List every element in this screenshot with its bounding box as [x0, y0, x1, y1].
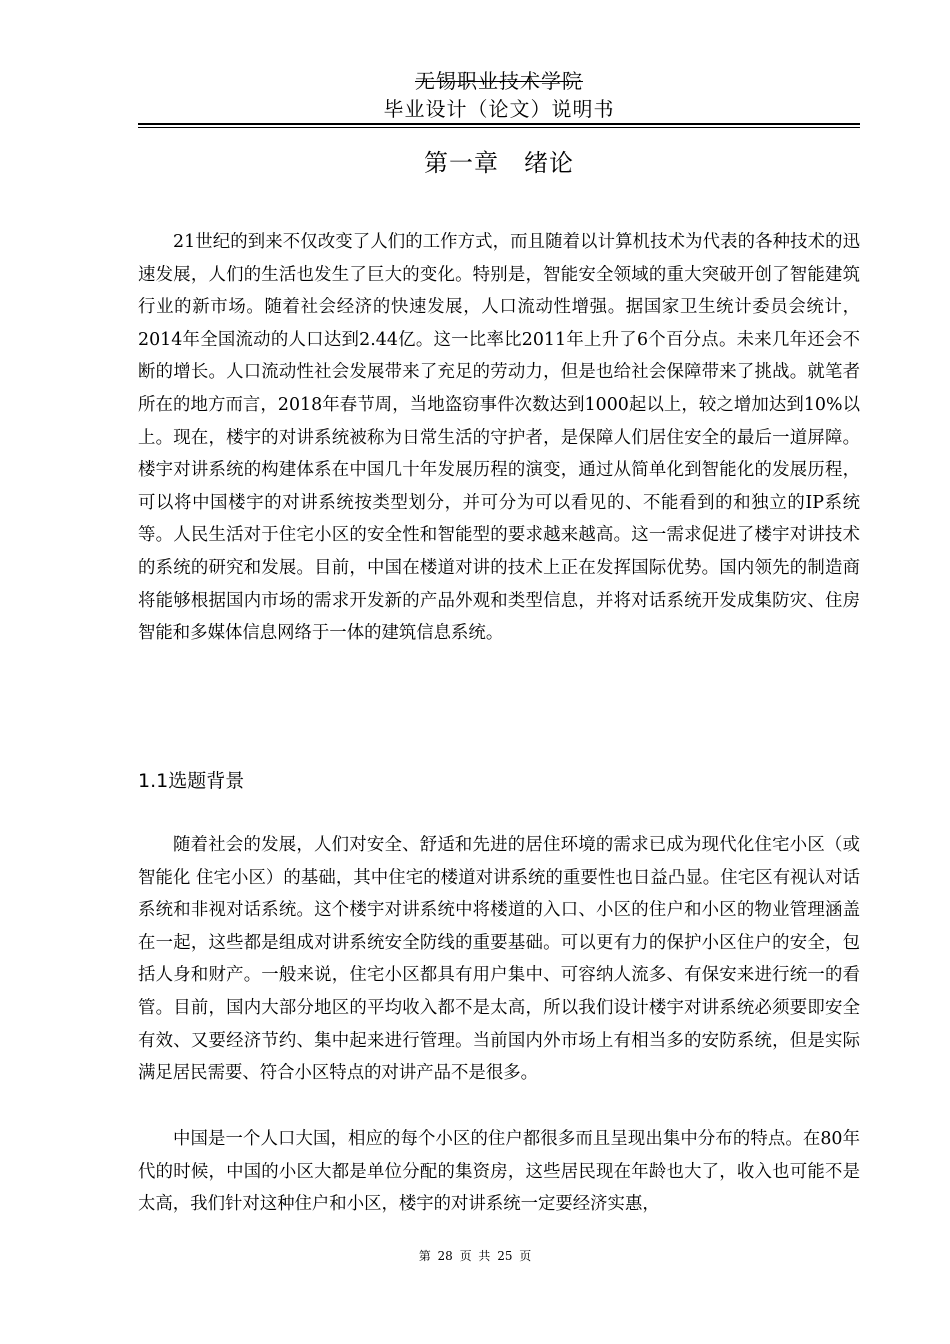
section-heading: 1.1选题背景: [138, 770, 245, 792]
section-paragraph-2: 中国是一个人口大国，相应的每个小区的住户都很多而且呈现出集中分布的特点。在80年代的时候，中国的小区大都是单位分配的集资房，这些居民现在年龄也大了，收入也可能不是太高，我们针对这种住户和小区，楼宇的对讲系统一定要经济实惠，: [138, 1129, 860, 1215]
page-footer: 第 28 页 共 25 页: [418, 1249, 532, 1263]
header-rule: [138, 123, 860, 125]
header-rule-thin: [138, 127, 860, 128]
chapter-title: 第一章 绪论: [424, 149, 574, 177]
page-header: [138, 66, 860, 122]
body-paragraph-1: 21世纪的到来不仅改变了人们的工作方式，而且随着以计算机技术为代表的各种技术的迅速发展，人们的生活也发生了巨大的变化。特别是，智能安全领域的重大突破开创了智能建筑行业的新市场。随着社会经济的快速发展，人口流动性增强。据国家卫生统计委员会统计，2014年全国流动的人口达到2.44亿。这一比率比2011年上升了6个百分点。未来几年还会不断的增长。人口流动性社会发展带来了充足的劳动力，但是也给社会保障带来了挑战。就笔者所在的地方而言，2018年春节周，当地盗窃事件次数达到1000起以上，较之增加达到10%以上。现在，楼宇的对讲系统被称为日常生活的守护者，是保障人们居住安全的最后一道屏障。楼宇对讲系统的构建体系在中国几十年发展历程的演变，通过从简单化到智能化的发展历程，可以将中国楼宇的对讲系统按类型划分，并可分为可以看见的、不能看到的和独立的IP系统等。人民生活对于住宅小区的安全性和智能型的要求越来越高。这一需求促进了楼宇对讲技术的系统的研究和发展。目前，中国在楼道对讲的技术上正在发挥国际优势。国内领先的制造商将能够根据国内市场的需求开发新的产品外观和类型信息，并将对话系统开发成集防灾、住房智能和多媒体信息网络于一体的建筑信息系统。: [138, 232, 860, 644]
section-paragraph-1: 随着社会的发展，人们对安全、舒适和先进的居住环境的需求已成为现代化住宅小区（或智能化 住宅小区）的基础，其中住宅的楼道对讲系统的重要性也日益凸显。住宅区有视认对话系统和非视对话系统。这个楼宇对讲系统中将楼道的入口、小区的住户和小区的物业管理涵盖在一起，这些都是组成对讲系统安全防线的重要基础。可以更有力的保护小区住户的安全，包括人身和财产。一般来说，住宅小区都具有用户集中、可容纳人流多、有保安来进行统一的看管。目前，国内大部分地区的平均收入都不是太高，所以我们设计楼宇对讲系统必须要即安全有效、又要经济节约、集中起来进行管理。当前国内外市场上有相当多的安防系统，但是实际满足居民需要、符合小区特点的对讲产品不是很多。: [138, 835, 860, 1084]
school-name: 无锡职业技术学院: [415, 69, 583, 93]
document-type: 毕业设计（论文）说明书: [383, 97, 615, 121]
